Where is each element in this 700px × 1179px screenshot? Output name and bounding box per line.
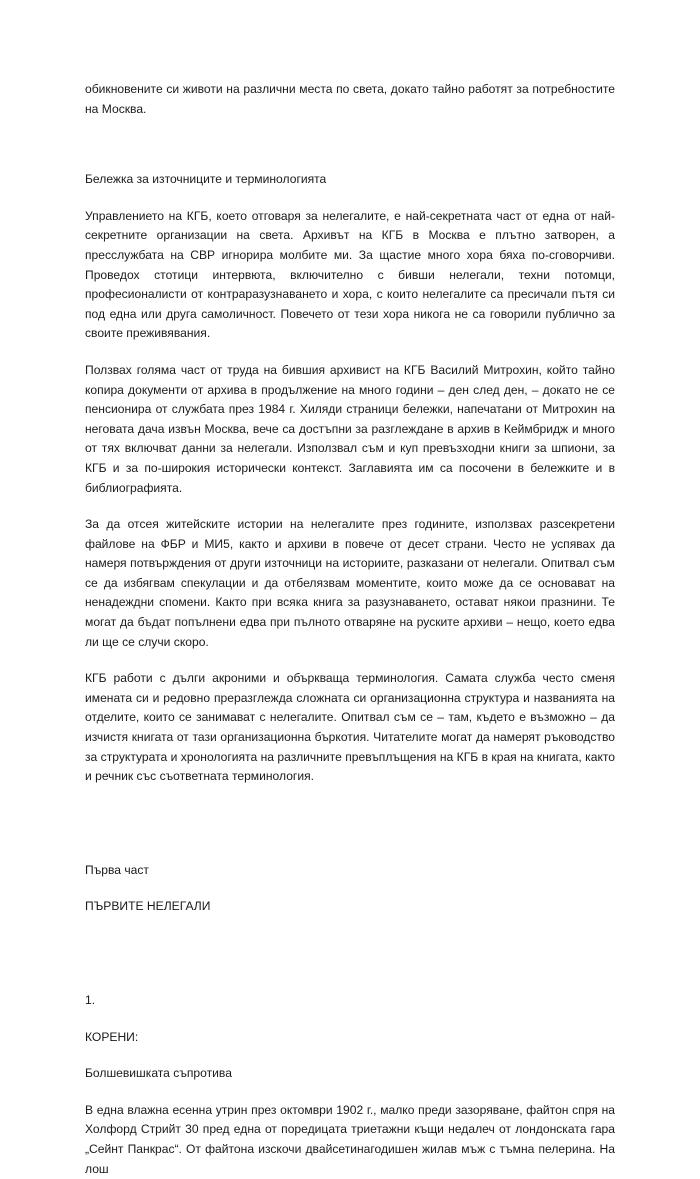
chapter-number: 1. [85,993,96,1007]
chapter-subtitle: Болшевишката съпротива [85,1066,232,1081]
sources-paragraph-2: Ползвах голяма част от труда на бившия архивист на КГБ Василий Митрохин, който тайно копира документи от архива в продължение на много години – ден след ден, – докато не се пенсионира от службата през 1984 г. Хиляди страници бележки, напечатани от Митрохин на неговата дача извън Москва, вече са достъпни за разглеждане в архив в Кеймбридж и много от тях включват данни за нелегали. Използвал съм и куп превъзходни книги за шпиони, за КГБ и за по-широкия исторически контекст. Заглавията им са посочени в бележките и в библиографията. [85,362,615,495]
intro-paragraph: обикновените си животи на различни места по света, докато тайно работят за потребностите на Москва. [85,82,615,116]
document-page [85,80,615,1179]
sources-heading: Бележка за източниците и терминологията [85,172,327,187]
sources-paragraph-1: Управлението на КГБ, което отговаря за нелегалите, е най-секретната част от една от най-секретните организации на света. Архивът на КГБ в Москва е плътно затворен, а пресслужбата на СВР игнорира молбите ми. За щастие много хора бяха по-сговорчиви. Проведох стотици интервюта, включително с бивши нелегали, техни потомци, професионалисти от контраразузнаването и хора, с които нелегалите са пресичали пътя си под една или друга самоличност. Повечето от тези хора никога не са говорили публично за своите преживявания. [85,208,615,341]
sources-paragraph-3: За да отсея житейските истории на нелегалите през годините, използвах разсекретени файлове на ФБР и МИ5, както и архиви в повече от десет страни. Често не успявах да намеря потвърждения от други източници на историите, разказани от нелегали. Опитвал съм се да избягвам спекулации и да отбелязвам моментите, които може да се основават на ненадеждни спомени. Както при всяка книга за разузнаването, остават някои празнини. Те могат да бъдат попълнени едва при пълното отваряне на руските архиви – нещо, което едва ли ще се случи скоро. [85,517,615,649]
chapter-paragraph: В една влажна есенна утрин през октомври 1902 г., малко преди зазоряване, файтон спря на Холфорд Стрийт 30 пред една от поредицата триетажни къщи недалеч от лондонската гара „Сейнт Панкрас“. От файтона изскочи двайсетинагодишен жилав мъж с тъмна пелерина. На лош [85,1102,615,1176]
sources-paragraph-4: КГБ работи с дълги акроними и объркваща терминология. Самата служба често сменя имената си и редовно преразглежда сложната си организационна структура и названията на отделите, които се занимават с нелегалите. Опитвал съм се – там, където е възможно – да изчистя книгата от тази организационна бъркотия. Читателите могат да намерят ръководство за структурата и хронологията на различните превъплъщения на КГБ в края на книгата, както и речник със съответната терминология. [85,671,615,784]
chapter-title: КОРЕНИ: [85,1029,139,1044]
part-title: ПЪРВИТЕ НЕЛЕГАЛИ [85,899,211,914]
part-label: Първа част [85,862,149,877]
